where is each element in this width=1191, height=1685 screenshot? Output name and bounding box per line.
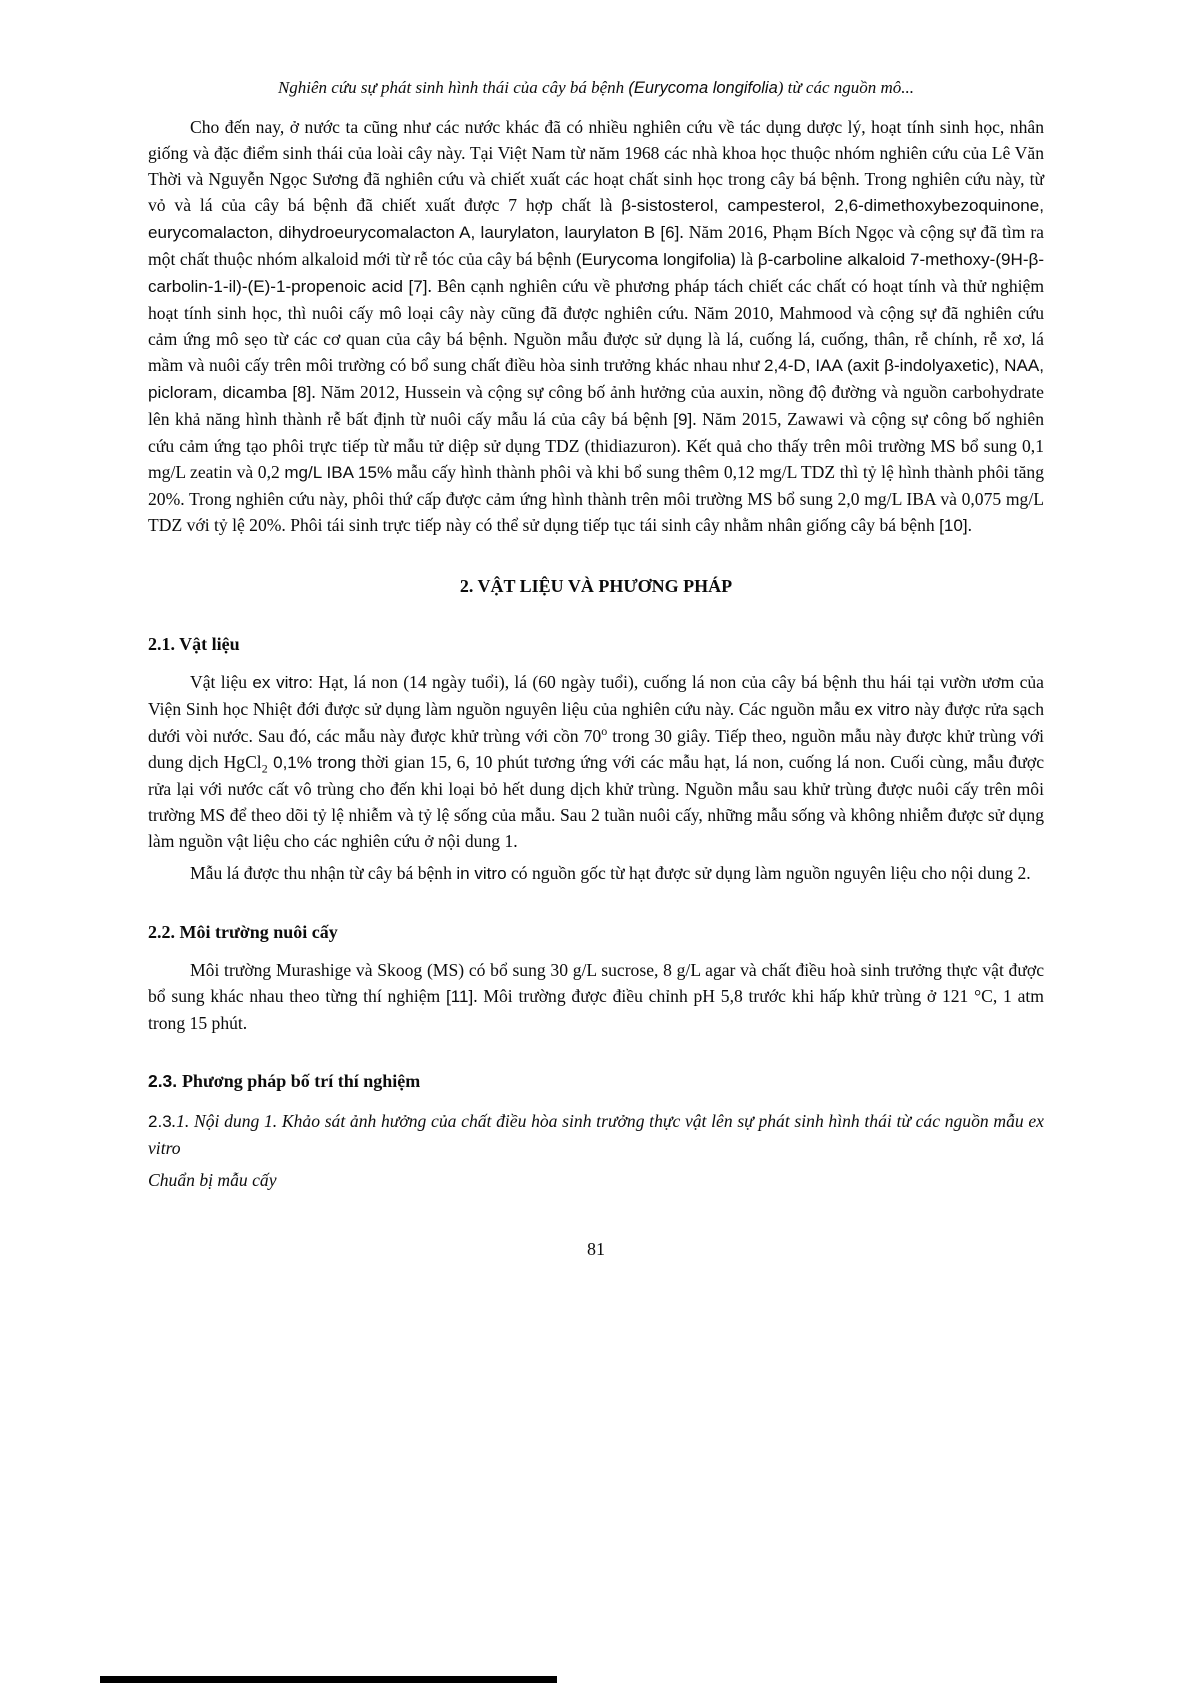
- section-2-3-heading: 2.3. Phương pháp bố trí thí nghiệm: [148, 1071, 421, 1091]
- intro-paragraph: Cho đến nay, ở nước ta cũng như các nước khác đã có nhiều nghiên cứu về tác dụng dược lý, hoạt tính sinh học, nhân giống và đặc điểm sinh thái của loài cây này. Tại Việt Nam từ năm 1968 các nhà khoa học thuộc nhóm nghiên cứu của Lê Văn Thời và Nguyễn Ngọc Sương đã nghiên cứu và chiết xuất các hoạt chất sinh học trong cây bá bệnh. Trong nghiên cứu này, từ vỏ và lá của cây bá bệnh đã chiết xuất được 7 hợp chất là β-sistosterol, campesterol, 2,6-dimethoxybezoquinone, eurycomalacton, dihydroeurycomalacton A, laurylaton, laurylaton B [6]. Năm 2016, Phạm Bích Ngọc và cộng sự đã tìm ra một chất thuộc nhóm alkaloid mới từ rễ tóc của cây bá bệnh (Eurycoma longifolia) là β-carboline alkaloid 7-methoxy-(9H-β-carbolin-1-il)-(E)-1-propenoic acid [7]. Bên cạnh nghiên cứu về phương pháp tách chiết các chất có hoạt tính và thử nghiệm hoạt tính sinh học, thì nuôi cấy mô loại cây này cũng đã được nghiên cứu. Năm 2010, Mahmood và cộng sự đã nghiên cứu cảm ứng mô sẹo từ các cơ quan của cây bá bệnh. Nguồn mẫu được sử dụng là lá, cuống lá, cuống, thân, rễ chính, rễ xơ, lá mầm và nuôi cấy trên môi trường có bổ sung chất điều hòa sinh trưởng khác nhau như 2,4-D, IAA (axit β-indolyaxetic), NAA, picloram, dicamba [8]. Năm 2012, Hussein và cộng sự công bố ảnh hưởng của auxin, nồng độ đường và nguồn carbohydrate lên khả năng hình thành rễ bất định từ nuôi cấy mẫu lá của cây bá bệnh [9]. Năm 2015, Zawawi và cộng sự công bố nghiên cứu cảm ứng tạo phôi trực tiếp từ mẫu tử diệp sử dụng TDZ (thidiazuron). Kết quả cho thấy trên môi trường MS bổ sung 0,1 mg/L zeatin và 0,2 mg/L IBA 15% mẫu cấy hình thành phôi và khi bổ sung thêm 0,12 mg/L TDZ thì tỷ lệ hình thành phôi tăng 20%. Trong nghiên cứu này, phôi thứ cấp được cảm ứng hình thành trên môi trường MS bổ sung 2,0 mg/L IBA và 0,075 mg/L TDZ với tỷ lệ 20%. Phôi tái sinh trực tiếp này có thể sử dụng tiếp tục tái sinh cây nhằm nhân giống cây bá bệnh [10].: [148, 117, 1045, 535]
- section-2-1-heading: 2.1. Vật liệu: [148, 634, 240, 654]
- section-2-1-paragraph-2: Mẫu lá được thu nhận từ cây bá bệnh in vitro có nguồn gốc từ hạt được sử dụng làm nguồn nguyên liệu cho nội dung 2.: [190, 863, 1031, 883]
- page-number: 81: [587, 1239, 605, 1259]
- bottom-artifact-bar: [100, 1676, 557, 1683]
- page-content: [148, 0, 1044, 1260]
- running-header: Nghiên cứu sự phát sinh hình thái của cây bá bệnh (Eurycoma longifolia) từ các nguồn mô...: [277, 78, 915, 97]
- section-2-2-paragraph: Môi trường Murashige và Skoog (MS) có bổ sung 30 g/L sucrose, 8 g/L agar và chất điều hoà sinh trưởng thực vật được bổ sung khác nhau theo từng thí nghiệm [11]. Môi trường được điều chỉnh pH 5,8 trước khi hấp khử trùng ở 121 °C, 1 atm trong 15 phút.: [148, 960, 1044, 1033]
- section-2-title: 2. VẬT LIỆU VÀ PHƯƠNG PHÁP: [459, 576, 733, 596]
- section-2-1-paragraph-1: Vật liệu ex vitro: Hạt, lá non (14 ngày tuổi), lá (60 ngày tuổi), cuống lá non của cây bá bệnh thu hái tại vườn ươm của Viện Sinh học Nhiệt đới được sử dụng làm nguồn nguyên liệu của nghiên cứu này. Các nguồn mẫu ex vitro này được rửa sạch dưới vòi nước. Sau đó, các mẫu này được khử trùng với cồn 70$^o$ trong 30 giây. Tiếp theo, nguồn mẫu này được khử trùng với dung dịch HgCl$_2$ 0,1% trong thời gian 15, 6, 10 phút tương ứng với các mẫu hạt, lá non, cuống lá non. Cuối cùng, mẫu được rửa lại với nước cất vô trùng cho đến khi loại bỏ hết dung dịch khử trùng. Nguồn mẫu sau khử trùng được nuôi cấy trên môi trường MS để theo dõi tỷ lệ nhiễm và tỷ lệ sống của mẫu. Sau 2 tuần nuôi cấy, những mẫu sống và không nhiễm được sử dụng làm nguồn vật liệu cho các nghiên cứu ở nội dung 1.: [148, 672, 1044, 851]
- section-2-2-heading: 2.2. Môi trường nuôi cấy: [148, 922, 338, 942]
- prep-sample-line: Chuẩn bị mẫu cấy: [148, 1170, 277, 1190]
- section-2-3-1-subheading: 2.3.1. Nội dung 1. Khảo sát ảnh hưởng của chất điều hòa sinh trưởng thực vật lên sự phát sinh hình thái từ các nguồn mẫu ex vitro: [148, 1111, 1044, 1158]
